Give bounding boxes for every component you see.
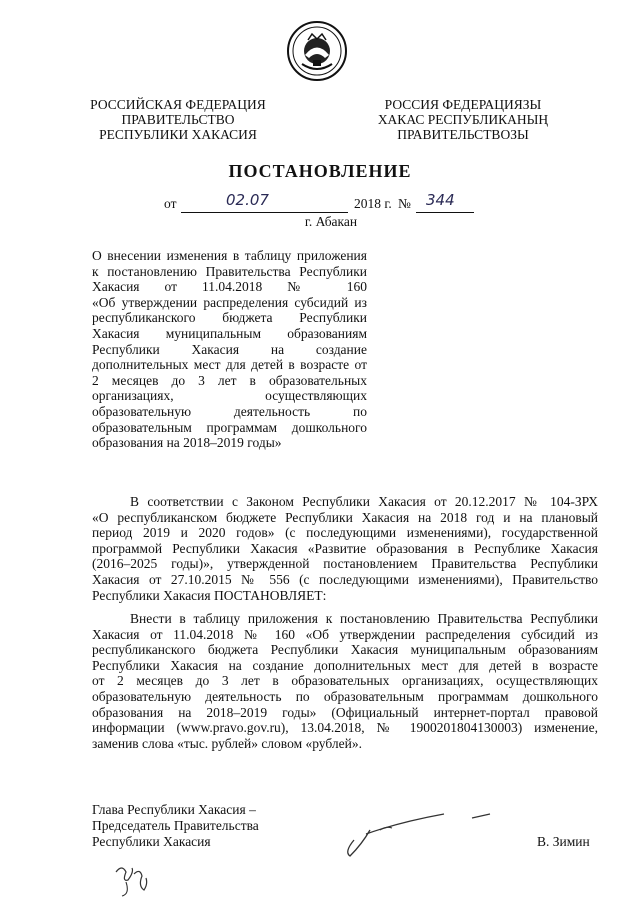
- document-title: ПОСТАНОВЛЕНИЕ: [228, 161, 412, 181]
- coat-of-arms-emblem: [286, 20, 348, 82]
- subject-line: республиканского бюджета Республики: [92, 310, 367, 326]
- handwritten-initials: [108, 860, 158, 900]
- document-subject: [92, 248, 367, 451]
- paragraph-line: Республики Хакасия ПОСТАНОВЛЯЕТ:: [92, 587, 327, 603]
- header-left-line: РЕСПУБЛИКИ ХАКАСИЯ: [99, 127, 257, 142]
- header-right-line: ПРАВИТЕЛЬСТВОЗЫ: [397, 127, 529, 142]
- paragraph-resolution: [92, 611, 598, 751]
- subject-line: организациях, осуществляющих: [92, 388, 367, 404]
- city-label: г. Абакан: [304, 214, 358, 229]
- paragraph-line: В соответствии с Законом Республики Хакасия от 20.12.2017 № 104-ЗРХ: [130, 494, 598, 509]
- number-handwritten: 344: [426, 191, 455, 209]
- date-from-label: от: [164, 196, 177, 211]
- header-left-line: ПРАВИТЕЛЬСТВО: [121, 112, 235, 127]
- header-right-khakas: [368, 97, 558, 142]
- paragraph-line: Хакасия от 27.10.2015 № 556 (с последующими изменениями), Правительство: [92, 571, 598, 587]
- paragraph-line: информации (www.pravo.gov.ru), 13.04.2018, № 1900201804130003) изменение,: [92, 720, 598, 736]
- subject-line: «Об утверждении распределения субсидий из: [92, 294, 367, 310]
- subject-line: дополнительных мест для детей в возрасте от: [92, 357, 367, 373]
- subject-line: Хакасия муниципальным образованиям: [92, 325, 367, 341]
- paragraph-line: от 2 месяцев до 3 лет в образовательных организациях, осуществляющих: [92, 673, 598, 689]
- paragraph-line: Хакасия от 11.04.2018 № 160 «Об утверждении распределения субсидий из: [92, 626, 598, 642]
- paragraph-line: заменив слова «тыс. рублей» словом «рублей».: [92, 735, 362, 751]
- date-handwritten: 02.07: [226, 191, 269, 209]
- paragraph-line: республиканского бюджета Республики Хакасия муниципальным образованиям: [92, 642, 598, 658]
- subject-line: Хакасия от 11.04.2018 № 160: [92, 279, 367, 295]
- subject-line: к постановлению Правительства Республики: [92, 263, 367, 279]
- paragraph-line: образования на 2018–2019 годы» (Официальный интернет-портал правовой: [92, 704, 598, 720]
- subject-line: О внесении изменения в таблицу приложения: [92, 248, 367, 263]
- paragraph-line: период 2019 и 2020 годов» (с последующими изменениями), государственной: [92, 525, 598, 541]
- subject-line: образовательную деятельность по: [92, 403, 367, 419]
- handwritten-signature: [340, 800, 500, 860]
- subject-line: образования на 2018–2019 годы»: [92, 435, 282, 451]
- paragraph-line: «О республиканском бюджете Республики Хакасия на 2018 год и на плановый: [92, 509, 598, 525]
- subject-line: Республики Хакасия на создание: [92, 341, 367, 357]
- header-right-line: РОССИЯ ФЕДЕРАЦИЯЗЫ: [384, 97, 542, 112]
- paragraph-line: образовательную деятельность по образовательным программам дошкольного: [92, 688, 598, 704]
- signatory-name: В. Зимин: [537, 834, 590, 849]
- header-left-line: РОССИЙСКАЯ ФЕДЕРАЦИЯ: [90, 97, 266, 112]
- coat-of-arms-icon: [286, 20, 348, 82]
- subject-line: образовательным программам дошкольного: [92, 419, 367, 435]
- paragraph-line: Внести в таблицу приложения к постановлению Правительства Республики: [130, 611, 598, 626]
- paragraph-line: Республики Хакасия на создание дополнительных мест для детей в возрасте: [92, 657, 598, 673]
- paragraph-line: (2016–2025 годы)», утвержденной постановлением Правительства Республики: [92, 556, 598, 572]
- paragraph-line: программой Республики Хакасия «Развитие образования в Республике Хакасия: [92, 540, 598, 556]
- signatory-position: [92, 802, 259, 850]
- header-right-line: ХАКАС РЕСПУБЛИКАНЫҢ: [377, 112, 549, 127]
- position-line: Глава Республики Хакасия –: [92, 802, 256, 817]
- date-year: 2018 г.: [354, 196, 392, 211]
- position-line: Республики Хакасия: [92, 834, 211, 849]
- header-left-russian: [78, 97, 278, 142]
- paragraph-preamble: [92, 494, 598, 603]
- position-line: Председатель Правительства: [92, 818, 259, 833]
- number-label: №: [398, 196, 411, 211]
- subject-line: 2 месяцев до 3 лет в образовательных: [92, 372, 367, 388]
